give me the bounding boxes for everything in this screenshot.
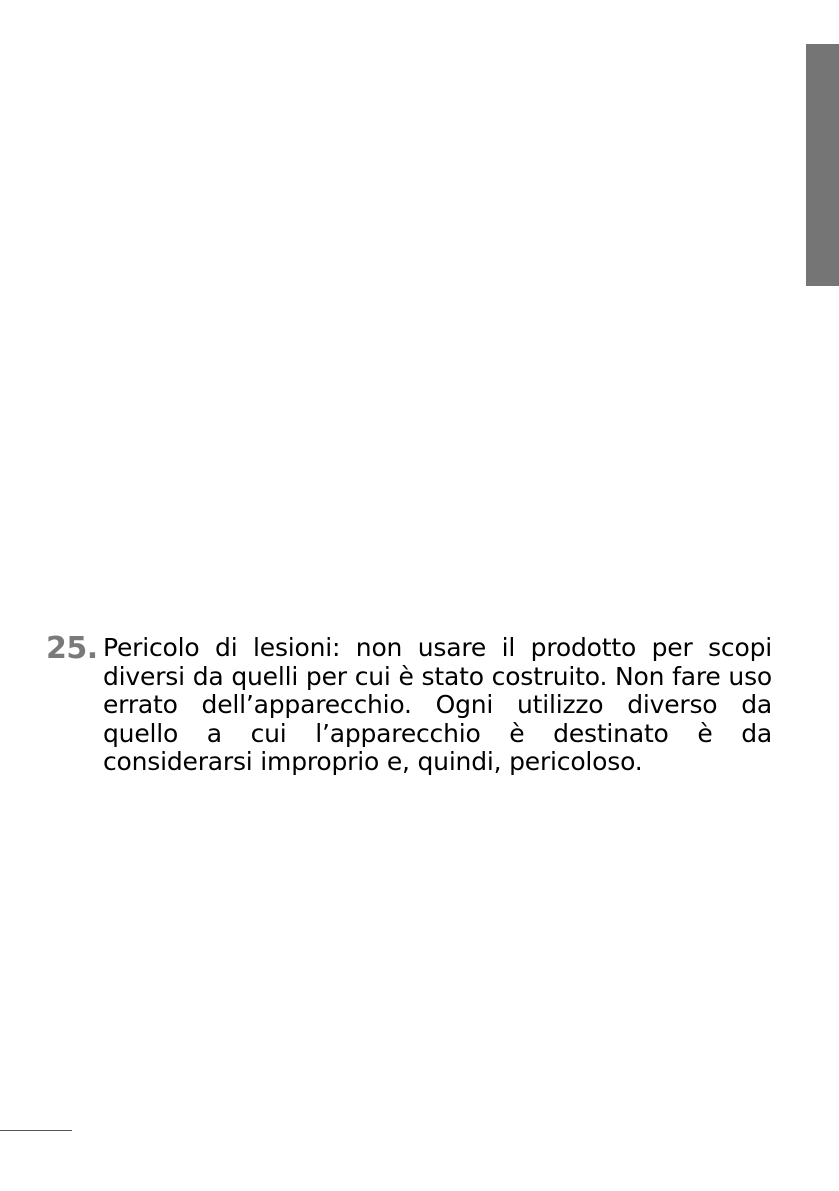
footer-divider bbox=[0, 1130, 72, 1131]
list-item bbox=[46, 631, 772, 777]
side-index-tab bbox=[806, 44, 839, 286]
item-number: 25. bbox=[46, 631, 98, 666]
item-text: Pericolo di lesioni: non usare il prodotto per scopi diversi da quelli per cui è stato costruito. Non fare uso errato dell’apparecchio. Ogni utilizzo diverso da quello a cui l’apparecchio è destinato è da considerarsi improprio e, quindi, pericoloso. bbox=[103, 633, 772, 776]
